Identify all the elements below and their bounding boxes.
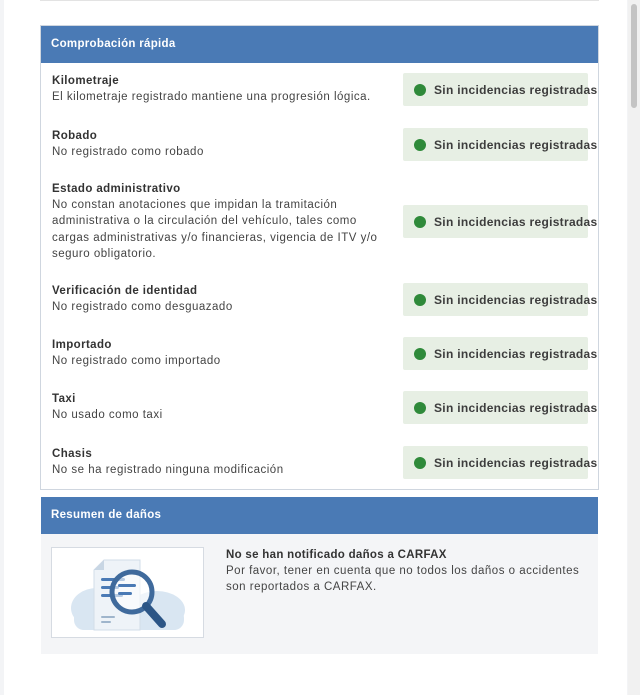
status-text: Sin incidencias registradas bbox=[434, 400, 598, 415]
status-ok-icon bbox=[414, 294, 426, 306]
status-badge bbox=[403, 283, 598, 316]
status-ok-icon bbox=[414, 402, 426, 414]
status-badge bbox=[403, 73, 598, 106]
status-ok-icon bbox=[414, 139, 426, 151]
damage-summary-header: Resumen de daños bbox=[41, 497, 598, 534]
check-row-taxi bbox=[52, 391, 598, 423]
status-badge bbox=[403, 446, 598, 479]
row-description: No usado como taxi bbox=[52, 409, 163, 421]
damage-summary-title: No se han notificado daños a CARFAX bbox=[226, 549, 447, 561]
row-description: No registrado como importado bbox=[52, 355, 221, 367]
status-badge bbox=[403, 337, 598, 370]
status-text: Sin incidencias registradas bbox=[434, 455, 598, 470]
status-text: Sin incidencias registradas bbox=[434, 346, 598, 361]
status-text: Sin incidencias registradas bbox=[434, 214, 598, 229]
row-title: Chasis bbox=[52, 448, 93, 460]
row-description: No constan anotaciones que impidan la tramitación administrativa o la circulación del vehículo, tales como cargas administrativas y/o financieras, vigencia de ITV y/o seguro obligatorio. bbox=[52, 199, 378, 260]
status-ok-icon bbox=[414, 457, 426, 469]
row-title: Kilometraje bbox=[52, 75, 120, 87]
row-description: No se ha registrado ninguna modificación bbox=[52, 464, 284, 476]
previous-section-border bbox=[40, 0, 599, 1]
status-ok-icon bbox=[414, 348, 426, 360]
status-badge bbox=[403, 128, 598, 161]
check-row-stolen bbox=[52, 128, 598, 160]
check-row-identity bbox=[52, 283, 598, 315]
status-text: Sin incidencias registradas bbox=[434, 82, 598, 97]
status-badge bbox=[403, 391, 598, 424]
row-description: No registrado como desguazado bbox=[52, 301, 233, 313]
scrollbar-thumb[interactable] bbox=[631, 4, 637, 108]
vertical-scrollbar[interactable] bbox=[628, 0, 640, 695]
check-row-chassis bbox=[52, 446, 598, 478]
row-title: Taxi bbox=[52, 393, 76, 405]
row-title: Importado bbox=[52, 339, 112, 351]
check-row-imported bbox=[52, 337, 598, 369]
damage-summary-text bbox=[226, 547, 586, 596]
quick-check-header: Comprobación rápida bbox=[41, 26, 598, 63]
status-ok-icon bbox=[414, 84, 426, 96]
check-row-administrative bbox=[52, 181, 598, 262]
document-magnifier-icon bbox=[51, 547, 204, 638]
status-badge bbox=[403, 205, 598, 238]
row-title: Robado bbox=[52, 130, 98, 142]
status-ok-icon bbox=[414, 216, 426, 228]
quick-check-section bbox=[40, 25, 599, 490]
status-text: Sin incidencias registradas bbox=[434, 137, 598, 152]
damage-summary-body bbox=[41, 534, 598, 654]
row-title: Verificación de identidad bbox=[52, 285, 198, 297]
damage-summary-description: Por favor, tener en cuenta que no todos los daños o accidentes son reportados a CARFAX. bbox=[226, 565, 580, 594]
row-description: No registrado como robado bbox=[52, 146, 204, 158]
row-description: El kilometraje registrado mantiene una progresión lógica. bbox=[52, 91, 371, 103]
row-title: Estado administrativo bbox=[52, 183, 181, 195]
status-text: Sin incidencias registradas bbox=[434, 292, 598, 307]
check-row-mileage bbox=[52, 73, 598, 105]
